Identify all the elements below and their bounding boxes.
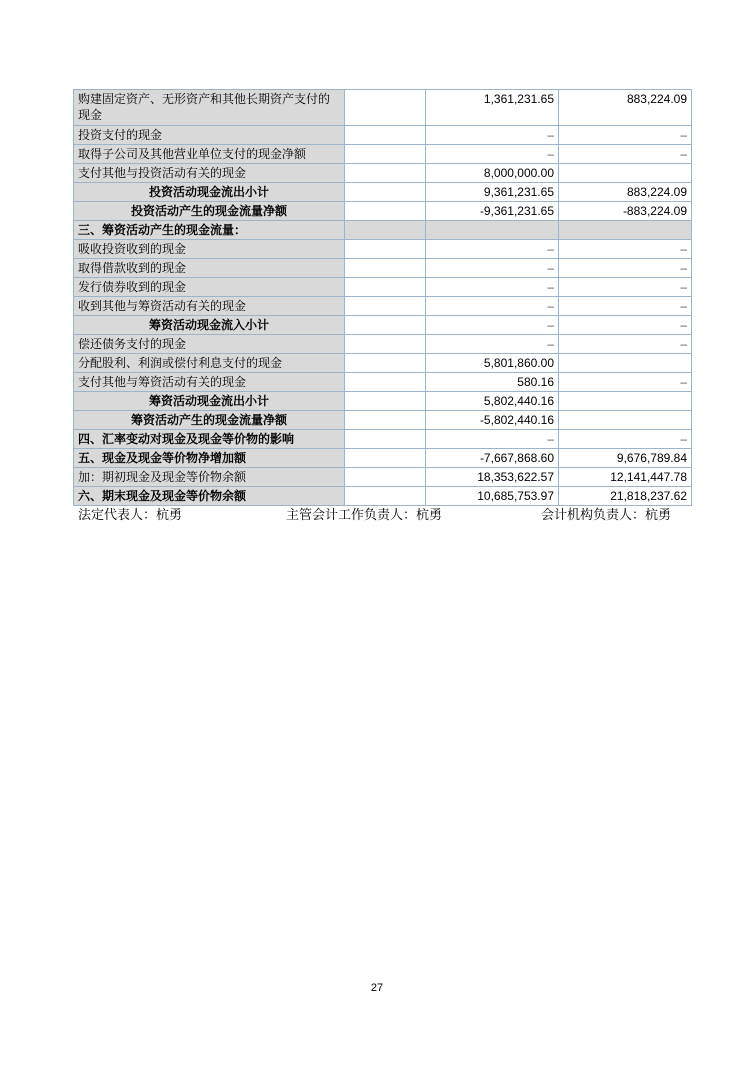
current-period-value: –: [426, 316, 559, 335]
section-heading: 六、期末现金及现金等价物余额: [74, 487, 345, 506]
accounting-org-head-signature: 会计机构负责人：杭勇: [541, 508, 672, 523]
notes-cell: [345, 487, 426, 506]
prior-period-value: –: [559, 373, 692, 392]
current-period-value: –: [426, 240, 559, 259]
row-label: 取得子公司及其他营业单位支付的现金净额: [74, 145, 345, 164]
cash-flow-table: [73, 89, 692, 506]
current-period-value: –: [426, 259, 559, 278]
prior-period-value: [559, 411, 692, 430]
current-period-value: –: [426, 297, 559, 316]
row-label: 加：期初现金及现金等价物余额: [74, 468, 345, 487]
current-period-value: -9,361,231.65: [426, 202, 559, 221]
prior-period-value: 883,224.09: [559, 183, 692, 202]
prior-period-value: 12,141,447.78: [559, 468, 692, 487]
table-row: [74, 487, 692, 506]
notes-cell: [345, 183, 426, 202]
notes-cell: [345, 411, 426, 430]
current-period-value: 10,685,753.97: [426, 487, 559, 506]
table-row: [74, 278, 692, 297]
notes-cell: [345, 297, 426, 316]
prior-period-value: –: [559, 126, 692, 145]
current-period-value: 5,801,860.00: [426, 354, 559, 373]
prior-period-value: -883,224.09: [559, 202, 692, 221]
table-row: [74, 297, 692, 316]
current-period-value: –: [426, 430, 559, 449]
table-row: [74, 430, 692, 449]
notes-cell: [345, 316, 426, 335]
page-number: 27: [370, 982, 384, 994]
current-period-value: 9,361,231.65: [426, 183, 559, 202]
notes-cell: [345, 430, 426, 449]
row-label: 吸收投资收到的现金: [74, 240, 345, 259]
table-row: [74, 183, 692, 202]
prior-period-value: 883,224.09: [559, 90, 692, 126]
prior-period-value: –: [559, 278, 692, 297]
table-row: [74, 373, 692, 392]
table-row: [74, 449, 692, 468]
prior-period-value: –: [559, 259, 692, 278]
row-label: 支付其他与筹资活动有关的现金: [74, 373, 345, 392]
table-row: [74, 316, 692, 335]
current-period-value: -5,802,440.16: [426, 411, 559, 430]
table-row: [74, 392, 692, 411]
row-label: 筹资活动现金流入小计: [74, 316, 345, 335]
notes-cell: [345, 354, 426, 373]
notes-cell: [345, 392, 426, 411]
table-row: [74, 240, 692, 259]
prior-period-value: [559, 221, 692, 240]
prior-period-value: [559, 392, 692, 411]
table-row: [74, 354, 692, 373]
prior-period-value: –: [559, 430, 692, 449]
notes-cell: [345, 145, 426, 164]
current-period-value: –: [426, 278, 559, 297]
current-period-value: -7,667,868.60: [426, 449, 559, 468]
notes-cell: [345, 90, 426, 126]
notes-cell: [345, 335, 426, 354]
current-period-value: –: [426, 335, 559, 354]
table-row: [74, 411, 692, 430]
accounting-head-signature: 主管会计工作负责人：杭勇: [286, 508, 443, 523]
notes-cell: [345, 278, 426, 297]
prior-period-value: –: [559, 316, 692, 335]
prior-period-value: –: [559, 297, 692, 316]
table-row: [74, 202, 692, 221]
prior-period-value: 9,676,789.84: [559, 449, 692, 468]
row-label: 投资活动产生的现金流量净额: [74, 202, 345, 221]
table-row: [74, 335, 692, 354]
prior-period-value: –: [559, 240, 692, 259]
current-period-value: 5,802,440.16: [426, 392, 559, 411]
prior-period-value: 21,818,237.62: [559, 487, 692, 506]
legal-representative-signature: 法定代表人：杭勇: [78, 508, 183, 523]
row-label: 筹资活动现金流出小计: [74, 392, 345, 411]
notes-cell: [345, 468, 426, 487]
prior-period-value: –: [559, 335, 692, 354]
row-label: 支付其他与投资活动有关的现金: [74, 164, 345, 183]
section-heading: 三、筹资活动产生的现金流量：: [74, 221, 345, 240]
table-row: [74, 221, 692, 240]
section-heading: 四、汇率变动对现金及现金等价物的影响: [74, 430, 345, 449]
prior-period-value: [559, 164, 692, 183]
table-row: [74, 468, 692, 487]
current-period-value: –: [426, 145, 559, 164]
row-label: 偿还债务支付的现金: [74, 335, 345, 354]
row-label: 发行债券收到的现金: [74, 278, 345, 297]
current-period-value: 580.16: [426, 373, 559, 392]
current-period-value: 18,353,622.57: [426, 468, 559, 487]
table-row: [74, 126, 692, 145]
prior-period-value: [559, 354, 692, 373]
table-row: [74, 90, 692, 126]
current-period-value: 1,361,231.65: [426, 90, 559, 126]
table-row: [74, 164, 692, 183]
notes-cell: [345, 221, 426, 240]
current-period-value: [426, 221, 559, 240]
row-label: 购建固定资产、无形资产和其他长期资产支付的现金: [74, 90, 345, 126]
current-period-value: 8,000,000.00: [426, 164, 559, 183]
section-heading: 五、现金及现金等价物净增加额: [74, 449, 345, 468]
row-label: 投资支付的现金: [74, 126, 345, 145]
table-row: [74, 259, 692, 278]
current-period-value: –: [426, 126, 559, 145]
notes-cell: [345, 202, 426, 221]
table-row: [74, 145, 692, 164]
row-label: 收到其他与筹资活动有关的现金: [74, 297, 345, 316]
row-label: 取得借款收到的现金: [74, 259, 345, 278]
prior-period-value: –: [559, 145, 692, 164]
notes-cell: [345, 240, 426, 259]
row-label: 投资活动现金流出小计: [74, 183, 345, 202]
notes-cell: [345, 126, 426, 145]
row-label: 分配股利、利润或偿付利息支付的现金: [74, 354, 345, 373]
notes-cell: [345, 373, 426, 392]
notes-cell: [345, 164, 426, 183]
row-label: 筹资活动产生的现金流量净额: [74, 411, 345, 430]
notes-cell: [345, 449, 426, 468]
notes-cell: [345, 259, 426, 278]
